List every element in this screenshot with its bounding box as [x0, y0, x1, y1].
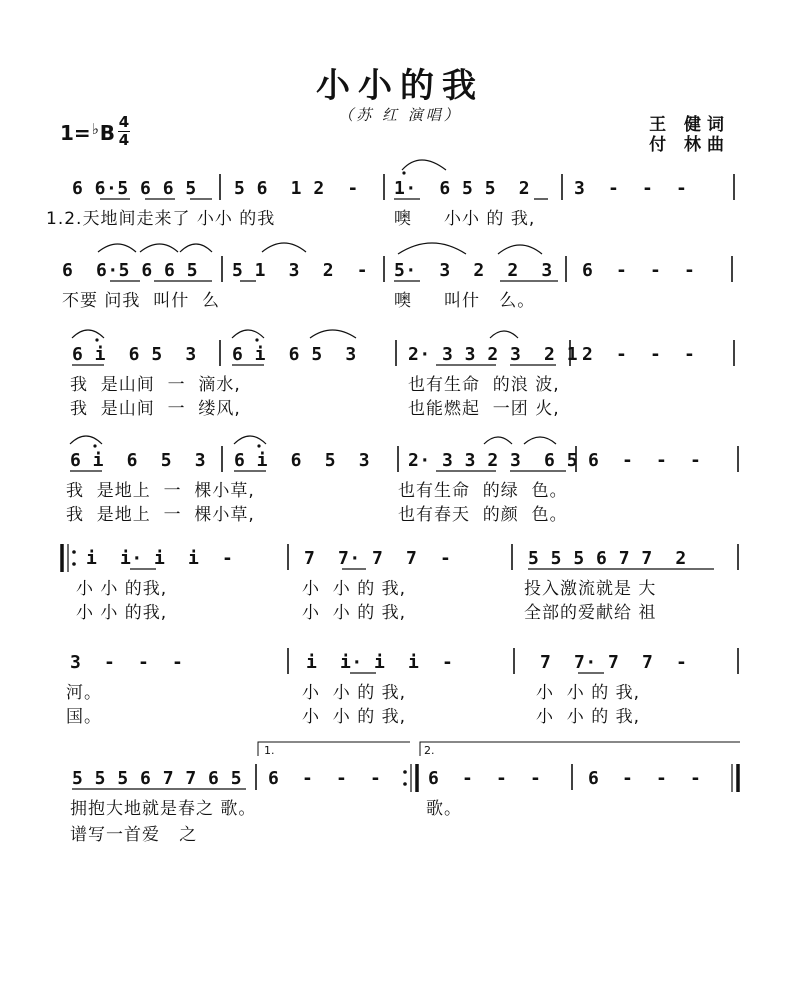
- lyric-text: 小 小 的 我,: [536, 683, 641, 703]
- key-prefix: 1=: [60, 121, 91, 145]
- lyric-line: [0, 370, 800, 394]
- lyric-text: 投入激流就是 大: [524, 579, 657, 599]
- lyric-text: 也有生命 的浪 波,: [408, 375, 560, 395]
- measure: 6 6·5 6 6 5: [62, 260, 199, 281]
- lyric-text: 谱写一首爱 之: [70, 825, 198, 845]
- measure: 1· 6 5 5 2: [394, 178, 531, 199]
- lyric-text: 不要 问我 叫什 么: [62, 291, 221, 311]
- measure: 5 1 3 2 -: [232, 260, 369, 281]
- lyric-text: 小 小 的 我,: [302, 683, 407, 703]
- measure: 3 - - -: [574, 178, 688, 199]
- measure: 5 5 5 6 7 7 2: [528, 548, 687, 569]
- lyric-text: 也能燃起 一团 火,: [408, 399, 560, 419]
- measure: 2· 3 3 2 3 6 5: [408, 450, 579, 471]
- time-signature: [118, 115, 130, 148]
- lyric-line: [0, 794, 800, 818]
- notes-line: [0, 448, 800, 478]
- lyric-text: 噢 小小 的 我,: [394, 209, 536, 229]
- notes-line: [0, 650, 800, 680]
- lyric-text: 小 小 的 我,: [536, 707, 641, 727]
- lyric-text: 全部的爱献给 祖: [524, 603, 657, 623]
- lyric-line: [0, 598, 800, 622]
- lyric-line: [0, 476, 800, 500]
- lyric-line: [0, 820, 800, 844]
- lyric-text: 小 小 的我,: [76, 603, 168, 623]
- lyric-text: 也有生命 的绿 色。: [398, 481, 568, 501]
- lyric-text: 我 是山间 一 滴水,: [70, 375, 241, 395]
- key-signature: [60, 120, 115, 145]
- notes-line: [0, 546, 800, 576]
- first-ending-label: 1.: [264, 744, 275, 757]
- lyric-text: 也有春天 的颜 色。: [398, 505, 568, 525]
- measure: 5 5 5 6 7 7 6 5: [72, 768, 243, 789]
- measure: i i· i i -: [306, 652, 454, 673]
- flat-sign: ♭: [91, 120, 99, 138]
- lyric-line: [0, 678, 800, 702]
- lyricist-credit: 王 健词: [649, 115, 730, 135]
- lyric-text: 小 小 的我,: [76, 579, 168, 599]
- measure: 7 7· 7 7 -: [540, 652, 688, 673]
- notes-line: [0, 258, 800, 288]
- performer-credit: （苏 红 演唱）: [338, 106, 462, 124]
- lyric-text: 1.2.天地间走来了 小小 的我: [46, 209, 276, 229]
- measure: 7 7· 7 7 -: [304, 548, 452, 569]
- lyric-text: 噢 叫什 么。: [394, 291, 536, 311]
- notes-line: [0, 176, 800, 206]
- notes-line: [0, 766, 800, 796]
- measure: 6 i 6 5 3: [72, 344, 197, 365]
- second-ending-bracket: [420, 742, 740, 756]
- measure: 6 - - -: [588, 768, 702, 789]
- lyric-line: [0, 204, 800, 228]
- time-signature-top: 4: [118, 113, 130, 131]
- song-title: 小小的我: [316, 66, 484, 106]
- lyric-text: 我 是地上 一 棵小草,: [66, 481, 255, 501]
- lyric-text: 我 是地上 一 棵小草,: [66, 505, 255, 525]
- lyric-line: [0, 574, 800, 598]
- key-note: B: [99, 121, 116, 145]
- measure: 6 i 6 5 3: [232, 344, 357, 365]
- measure: 3 - - -: [70, 652, 184, 673]
- measure: i i· i i -: [86, 548, 234, 569]
- measure: 5 6 1 2 -: [234, 178, 359, 199]
- lyric-text: 小 小 的 我,: [302, 603, 407, 623]
- notes-line: [0, 342, 800, 372]
- second-ending-label: 2.: [424, 744, 435, 757]
- measure: 5· 3 2 2 3: [394, 260, 553, 281]
- lyric-text: 国。: [66, 707, 102, 727]
- lyric-text: 小 小 的 我,: [302, 707, 407, 727]
- lyric-text: 小 小 的 我,: [302, 579, 407, 599]
- measure: 6 - - -: [582, 260, 696, 281]
- lyric-text: 我 是山间 一 缕风,: [70, 399, 241, 419]
- measure: 6 - - -: [588, 450, 702, 471]
- measure: 6 - - -: [428, 768, 542, 789]
- lyric-line: [0, 702, 800, 726]
- lyric-line: [0, 500, 800, 524]
- first-ending-bracket: [258, 742, 410, 756]
- composer-credit: 付 林曲: [649, 135, 730, 155]
- lyric-text: 歌。: [426, 799, 462, 819]
- measure: 2· 3 3 2 3 2 1: [408, 344, 579, 365]
- lyric-line: [0, 286, 800, 310]
- measure: 6 6·5 6 6 5: [72, 178, 197, 199]
- measure: 2 - - -: [582, 344, 696, 365]
- measure: 6 i 6 5 3: [70, 450, 207, 471]
- measure: 6 i 6 5 3: [234, 450, 371, 471]
- lyric-line: [0, 394, 800, 418]
- lyric-text: 拥抱大地就是春之 歌。: [70, 799, 257, 819]
- lyric-text: 河。: [66, 683, 102, 703]
- measure: 6 - - -: [268, 768, 382, 789]
- time-signature-bottom: 4: [118, 131, 130, 149]
